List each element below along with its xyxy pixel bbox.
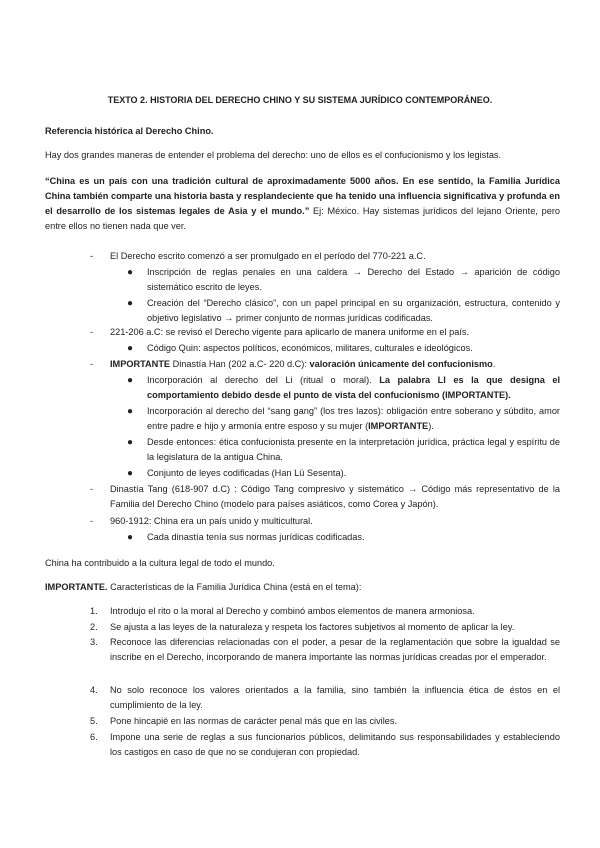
quote-rest: Ej: México. Hay sistemas jurídicos del lejano Oriente, pero entre ellos no tienen nada que ver. — [45, 206, 560, 231]
bold-text: La palabra LI es la que designa el comportamiento debido desde el punto de vista del confucionismo (IMPORTANTE). — [147, 375, 561, 400]
item-number: 2. — [90, 622, 98, 632]
bullet-marker: ● — [127, 406, 134, 417]
list-item-text: Inscripción de reglas penales en una caldera → Derecho del Estado → aparición de código sistemático escrito de leyes. — [147, 267, 560, 292]
list-item-text: 960-1912: China era un país unido y multicultural. — [110, 516, 313, 526]
important-label: IMPORTANTE. — [45, 582, 108, 592]
quote-bold: “China es un país con una tradición cultural de aproximadamente 5000 años. En ese sentido, la Familia Jurídica China también comparte una historia basta y resplandeciente que ha tenido una influencia significativa y profunda en el desarrollo de los sistemas legales de Asia y el mundo.” — [45, 176, 560, 216]
item-number: 4. — [90, 685, 98, 695]
section-heading: Referencia histórica al Derecho Chino. — [45, 126, 214, 136]
bullet-marker: ● — [127, 532, 134, 543]
list-item-text: Código Quin: aspectos políticos, económicos, militares, culturales e ideológicos. — [147, 343, 473, 353]
list-item-text: Desde entonces: ética confucionista presente en la interpretación jurídica, práctica legal y espíritu de la legislatura de la antigua China. — [147, 437, 560, 462]
bullet-marker: ● — [127, 375, 134, 386]
list-item-text — [147, 404, 560, 434]
list-item-text: El Derecho escrito comenzó a ser promulgado en el período del 770-221 a.C. — [110, 251, 426, 261]
list-item-text: Creación del “Derecho clásico”, con un papel principal en su organización, estructura, contenido y objetivo legislativo → primer conjunto de normas jurídicas codificadas. — [147, 298, 560, 323]
important-rest: Características de la Familia Jurídica China (está en el tema): — [107, 582, 362, 592]
list-item-text: Dinastía Tang (618-907 d.C) : Código Tang compresivo y sistemático → Código más representativo de la Familia del Derecho Chino (modelo para países asiáticos, como Corea y Japón). — [110, 484, 560, 509]
bullet-marker: ● — [127, 343, 134, 354]
list-item-text: Conjunto de leyes codificadas (Han Lü Sesenta). — [147, 468, 347, 478]
item-text: Introdujo el rito o la moral al Derecho y combinó ambos elementos de manera armoniosa. — [110, 606, 475, 616]
quote-paragraph — [45, 174, 560, 234]
dash-marker: - — [90, 516, 94, 526]
list-item-text — [110, 357, 560, 372]
item-text: No solo reconoce los valores orientados a la familia, sino también la influencia ética de éstos en el cumplimiento de la ley. — [110, 685, 560, 710]
item-text: Se ajusta a las leyes de la naturaleza y respeta los factores subjetivos al momento de aplicar la ley. — [110, 622, 515, 632]
text-part: Incorporación al derecho del “sang gang” (los tres lazos): obligación entre soberano y súbdito, amor entre padre e hijo y armonía entre esposo y su mujer ( — [147, 406, 560, 431]
text-part: ). — [428, 421, 434, 431]
bold-text: IMPORTANTE — [368, 421, 429, 431]
document-title: TEXTO 2. HISTORIA DEL DERECHO CHINO Y SU SISTEMA JURÍDICO CONTEMPORÁNEO. — [107, 95, 493, 105]
period-text: . — [492, 359, 496, 369]
important-paragraph — [45, 580, 560, 595]
item-text: Pone hincapié en las normas de carácter penal más que en las civiles. — [110, 716, 398, 726]
item-number: 3. — [90, 637, 98, 647]
item-text: Reconoce las diferencias relacionadas con el poder, a pesar de la reglamentación que sobre la igualdad se inscribe en el Derecho, incorporando de manera importante las normas jurídicas creadas por el emperador. — [110, 637, 560, 662]
item-number: 1. — [90, 606, 98, 616]
dynasty-text: Dinastía Han (202 a.C- 220 d.C): — [170, 359, 310, 369]
dash-marker: - — [90, 359, 94, 369]
bullet-marker: ● — [127, 468, 134, 479]
item-text: Impone una serie de reglas a sus funcionarios públicos, delimitando sus responsabilidades y estableciendo los castigos en caso de que no se condujeran con propiedad. — [110, 732, 560, 757]
list-item-text: Cada dinastía tenía sus normas jurídicas codificadas. — [147, 532, 365, 542]
important-label: IMPORTANTE — [110, 359, 171, 369]
bullet-marker: ● — [127, 267, 134, 278]
item-number: 5. — [90, 716, 98, 726]
dash-marker: - — [90, 327, 94, 337]
dash-marker: - — [90, 484, 94, 494]
text-part: Incorporación al derecho del Li (ritual o moral). — [147, 375, 380, 385]
list-item-text — [147, 373, 560, 403]
item-number: 6. — [90, 732, 98, 742]
list-item-text: 221-206 a.C: se revisó el Derecho vigente para aplicarlo de manera uniforme en el país. — [110, 327, 470, 337]
bullet-marker: ● — [127, 437, 134, 448]
bullet-marker: ● — [127, 298, 134, 309]
bold-text: valoración únicamente del confucionismo — [309, 359, 493, 369]
dash-marker: - — [90, 251, 94, 261]
intro-paragraph: Hay dos grandes maneras de entender el problema del derecho: uno de ellos es el confucionismo y los legistas. — [45, 150, 502, 160]
contribution-paragraph: China ha contribuido a la cultura legal de todo el mundo. — [45, 558, 275, 568]
